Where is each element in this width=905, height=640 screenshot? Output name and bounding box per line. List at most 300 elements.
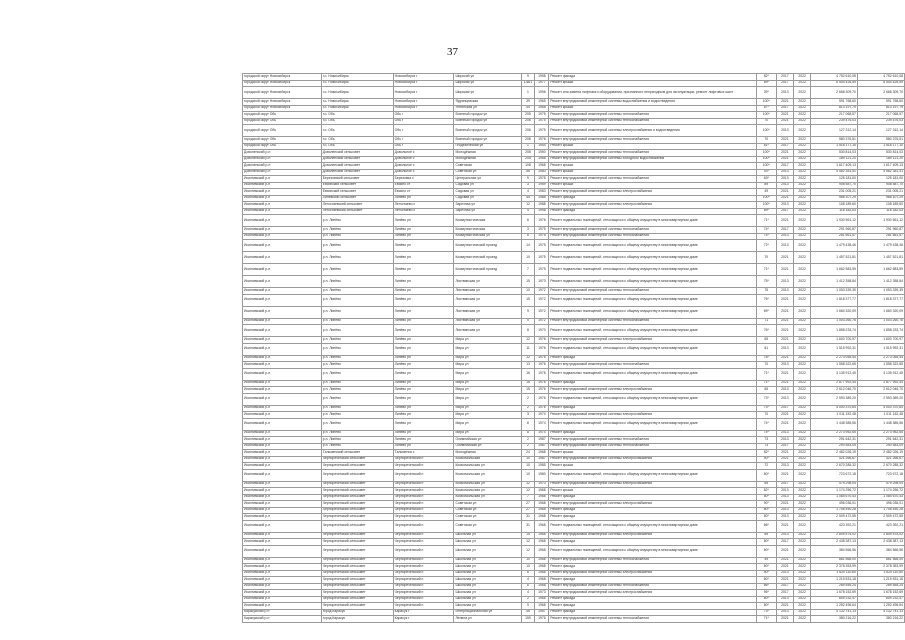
cell-municipality: Искитимский р-н [243,469,322,481]
cell-municipality: городской округ Новосибирск [243,105,322,112]
cell-plan-year-end: 2022 [794,169,811,176]
cell-locality: Евсино ст [393,189,454,196]
cell-plan-year-end: 2022 [794,112,811,119]
cell-locality: Обь г [393,125,454,137]
cell-wear-percent: 82* [756,488,776,495]
cell-house-number: 12 [521,481,535,488]
cell-plan-year-start: 2021 [776,137,794,144]
cell-cost-fund: 1 558 322,65 [857,362,904,369]
cell-locality: Чернореченский п [393,469,454,481]
cell-street: Школьная ул [454,532,521,539]
cell-plan-year-start: 2013 [776,240,794,252]
cell-cost-total: 127 312,14 [810,125,857,137]
cell-plan-year-end: 2022 [794,539,811,546]
cell-cost-total: 591 768,60 [810,99,857,106]
table-row [243,418,905,430]
cell-locality: Новосибирск г [393,99,454,106]
cell-locality: Обь г [393,118,454,125]
cell-house-number: 39 [521,99,535,106]
cell-locality: Линёво рп [393,288,454,295]
cell-cost-total: 2 273 055,44 [810,355,857,362]
cell-cost-fund: 108 189,60 [857,202,904,209]
cell-settlement: Чернореченский сельсовет [321,564,393,571]
cell-locality: Чернореченский п [393,570,454,577]
cell-cost-fund: 591 768,60 [857,99,904,106]
cell-wear-percent: 70 [756,362,776,369]
cell-cost-fund: 291 960,87 [857,227,904,234]
cell-street: Школьная ул [454,564,521,571]
cell-plan-year-start: 2021 [776,355,794,362]
cell-plan-year-start: 2013 [776,343,794,355]
cell-plan-year-end: 2022 [794,343,811,355]
table-row [243,252,905,264]
cell-house-number: 12 [521,488,535,495]
cell-build-year: 1978 [535,176,549,183]
cell-locality: Довольное с [393,169,454,176]
cell-settlement: Чернореченский сельсовет [321,577,393,584]
cell-build-year: 1968 [535,520,549,532]
cell-locality: Чернореченский п [393,488,454,495]
cell-house-number: 46 [521,609,535,616]
cell-house-number: 56 [521,169,535,176]
cell-locality: Линёво рп [393,215,454,227]
cell-locality: Обь г [393,112,454,119]
cell-cost-total: 1 084 670,43 [810,494,857,501]
cell-work-type: Ремонт внутридомовой инженерной системы электроснабжения [549,189,757,196]
cell-work-type: Ремонт фасада [549,195,757,202]
cell-locality: Линёво рп [393,368,454,380]
cell-municipality: Искитимский р-н [243,557,322,564]
cell-cost-fund: 1 457 521,81 [857,252,904,264]
cell-wear-percent: 73* [756,393,776,405]
cell-build-year: 1968 [535,603,549,610]
cell-build-year: 1987 [535,437,549,444]
cell-municipality: Искитимский р-н [243,545,322,557]
cell-street: Военный городок ул [454,112,521,119]
cell-build-year: 1968 [535,557,549,564]
cell-house-number: 27 [521,501,535,508]
cell-locality: Чернореченский п [393,507,454,514]
cell-municipality: Искитимский р-н [243,195,322,202]
cell-settlement: г.о. Обь [321,143,393,150]
cell-plan-year-start: 2021 [776,616,794,623]
cell-wear-percent: 89* [756,208,776,215]
cell-cost-fund: 908 587,70 [857,182,904,189]
cell-cost-fund: 1 515 992,31 [857,343,904,355]
cell-plan-year-end: 2022 [794,387,811,394]
cell-settlement: город Карасук [321,616,393,623]
cell-street: Школьная ул [454,570,521,577]
cell-municipality: Искитимский р-н [243,412,322,419]
cell-house-number: 159 [521,616,535,623]
cell-work-type: Ремонт крыши [549,105,757,112]
cell-cost-total: 108 189,60 [810,202,857,209]
cell-build-year: 1968 [535,488,549,495]
cell-wear-percent: 100* [756,195,776,202]
cell-street: Военный городок ул [454,137,521,144]
cell-municipality: Искитимский р-н [243,539,322,546]
cell-cost-fund: 423 392,21 [857,520,904,532]
cell-municipality: городской округ Новосибирск [243,80,322,87]
cell-settlement: Чернореченский сельсовет [321,570,393,577]
cell-settlement: Чернореченский сельсовет [321,545,393,557]
cell-work-type: Ремонт подвальных помещений, относящихся к общему имуществу в многоквартирном доме [549,368,757,380]
cell-house-number: 10 [521,469,535,481]
cell-plan-year-start: 2021 [776,564,794,571]
cell-settlement: р.п. Линёво [321,318,393,325]
cell-wear-percent: 74* [756,227,776,234]
cell-house-number: 12 [521,202,535,209]
cell-municipality: городской округ Обь [243,118,322,125]
cell-build-year: 1973 [535,590,549,597]
cell-municipality: Искитимский р-н [243,380,322,387]
cell-cost-fund: 580 376,51 [857,137,904,144]
cell-house-number: 7 [521,264,535,276]
cell-wear-percent: 65 [756,337,776,344]
cell-street: Коммунистическая [454,227,521,234]
cell-plan-year-start: 2013 [776,276,794,288]
cell-cost-total: 1 662 583,59 [810,264,857,276]
cell-cost-total: 1 930 561,12 [810,215,857,227]
cell-plan-year-end: 2022 [794,412,811,419]
cell-settlement: р.п. Линёво [321,306,393,318]
cell-settlement: Чернореченский сельсовет [321,583,393,590]
cell-work-type: Ремонт внутридомовой инженерной системы теплоснабжения [549,150,757,157]
cell-plan-year-start: 2021 [776,156,794,163]
cell-house-number: 15 [521,276,535,288]
cell-locality: Линёво рп [393,252,454,264]
cell-municipality: Искитимский р-н [243,393,322,405]
cell-house-number: 14 [521,240,535,252]
cell-build-year: 1978 [535,380,549,387]
cell-locality: Линёво рп [393,355,454,362]
cell-cost-fund: 1 930 561,12 [857,215,904,227]
cell-wear-percent: 73* [756,609,776,616]
cell-house-number: 12 [521,539,535,546]
cell-plan-year-end: 2022 [794,514,811,521]
cell-work-type: Ремонт подвальных помещений, относящихся к общему имуществу в многоквартирном доме [549,252,757,264]
cell-plan-year-start: 2013 [776,202,794,209]
cell-wear-percent: 90* [756,456,776,463]
cell-plan-year-start: 2021 [776,545,794,557]
cell-municipality: Искитимский р-н [243,583,322,590]
cell-wear-percent: 71* [756,380,776,387]
cell-cost-fund: 1 448 385,56 [857,418,904,430]
cell-house-number: 9 [521,74,535,81]
cell-locality: Чернореченский п [393,590,454,597]
cell-settlement: р.п. Линёво [321,430,393,437]
cell-cost-total: 1 600 700,97 [810,337,857,344]
cell-cost-total: 2 670 285,32 [810,463,857,470]
cell-plan-year-start: 2013 [776,532,794,539]
cell-cost-total: 2 273 952,65 [810,430,857,437]
cell-house-number: 9 [521,306,535,318]
cell-street: Листвянская ул [454,325,521,337]
cell-municipality: Искитимский р-н [243,215,322,227]
cell-work-type: Ремонт крыши [549,182,757,189]
cell-plan-year-end: 2022 [794,603,811,610]
cell-plan-year-end: 2022 [794,87,811,99]
cell-settlement: Доволенский сельсовет [321,169,393,176]
cell-wear-percent: 69* [756,306,776,318]
cell-cost-total: 2 877 992,44 [810,380,857,387]
cell-locality: Чернореченский п [393,557,454,564]
cell-work-type: Ремонт внутридомовой инженерной системы теплоснабжения [549,443,757,450]
cell-build-year: 1976 [535,405,549,412]
cell-cost-fund: 217 068,57 [857,112,904,119]
cell-plan-year-end: 2022 [794,233,811,240]
cell-locality: Линёво рп [393,380,454,387]
cell-municipality: Искитимский р-н [243,288,322,295]
cell-cost-fund: 2 438 387,13 [857,539,904,546]
cell-cost-total: 1 252 496,64 [810,603,857,610]
cell-street: Советская ул [454,501,521,508]
cell-wear-percent: 71* [756,264,776,276]
cell-plan-year-end: 2022 [794,456,811,463]
cell-house-number: 12 [521,337,535,344]
cell-build-year: 1990 [535,150,549,157]
cell-build-year: 1987 [535,443,549,450]
cell-build-year: 1998 [535,208,549,215]
cell-wear-percent: 80* [756,469,776,481]
cell-settlement: р.п. Линёво [321,240,393,252]
cell-wear-percent: 49 [756,189,776,196]
cell-municipality: Искитимский р-н [243,450,322,457]
cell-build-year: 1974 [535,430,549,437]
cell-locality: Линёво рп [393,294,454,306]
cell-work-type: Ремонт внутридомовой инженерной системы теплоснабжения [549,616,757,623]
cell-house-number: 31 [521,514,535,521]
cell-plan-year-start: 2013 [776,430,794,437]
cell-plan-year-start: 2021 [776,306,794,318]
cell-build-year: 1973 [535,276,549,288]
cell-plan-year-end: 2022 [794,430,811,437]
cell-settlement: г.о. Обь [321,137,393,144]
cell-locality: Чернореченский п [393,514,454,521]
cell-locality: Линёво рп [393,306,454,318]
cell-plan-year-end: 2022 [794,137,811,144]
cell-cost-total: 661 566,00 [810,557,857,564]
cell-plan-year-end: 2022 [794,156,811,163]
cell-house-number: 10 [521,456,535,463]
cell-settlement: г.о. Новосибирск [321,99,393,106]
cell-plan-year-start: 2013 [776,393,794,405]
cell-cost-total: 1 053 339,39 [810,288,857,295]
cell-work-type: Ремонт подвальных помещений, относящихся к общему имуществу в многоквартирном доме [549,469,757,481]
cell-house-number: 1 [521,143,535,150]
cell-cost-fund: 1 620 110,60 [857,570,904,577]
cell-locality: Карасук г [393,609,454,616]
cell-municipality: Искитимский р-н [243,507,322,514]
cell-work-type: Ремонт внутридомовой инженерной системы электроснабжения [549,202,757,209]
cell-build-year: 1959 [535,182,549,189]
cell-plan-year-end: 2022 [794,294,811,306]
cell-municipality: Искитимский р-н [243,325,322,337]
cell-build-year: 1976 [535,387,549,394]
cell-plan-year-end: 2022 [794,99,811,106]
cell-settlement: Легостаевский сельсовет [321,208,393,215]
cell-plan-year-end: 2022 [794,182,811,189]
cell-municipality: Искитимский р-н [243,430,322,437]
cell-house-number: 205 [521,112,535,119]
cell-cost-fund: 1 818 377,77 [857,294,904,306]
cell-locality: Линёво рп [393,276,454,288]
cell-wear-percent: 78* [756,355,776,362]
cell-cost-fund: 1 412 358,84 [857,276,904,288]
cell-wear-percent: 73 [756,443,776,450]
cell-wear-percent: 70 [756,252,776,264]
cell-locality: Линёво рп [393,418,454,430]
cell-wear-percent: 80* [756,494,776,501]
cell-wear-percent: 73 [756,437,776,444]
cell-street: Мира ул [454,380,521,387]
cell-plan-year-end: 2022 [794,577,811,584]
cell-street: Школьная ул [454,545,521,557]
cell-plan-year-end: 2022 [794,318,811,325]
cell-wear-percent: 72* [756,240,776,252]
cell-house-number: 2 [521,393,535,405]
cell-plan-year-start: 2021 [776,412,794,419]
cell-house-number: 9 [521,603,535,610]
cell-street: Мира ул [454,368,521,380]
cell-locality: Новосибирск г [393,87,454,99]
cell-locality: Линёво рп [393,405,454,412]
cell-municipality: городской округ Обь [243,125,322,137]
cell-work-type: Ремонт крыши [549,143,757,150]
cell-plan-year-start: 2021 [776,215,794,227]
cell-wear-percent: 76* [756,325,776,337]
cell-wear-percent: 96* [756,590,776,597]
cell-street: Заречная ул [454,202,521,209]
cell-settlement: р.п. Линёво [321,368,393,380]
cell-settlement: р.п. Линёво [321,380,393,387]
cell-wear-percent: 89* [756,80,776,87]
cell-wear-percent: 74* [756,418,776,430]
cell-street: Мира ул [454,355,521,362]
cell-work-type: Ремонт внутридомовой инженерной системы холодного водоснабжения [549,156,757,163]
cell-municipality: Искитимский р-н [243,318,322,325]
cell-build-year: 1976 [535,343,549,355]
cell-work-type: Ремонт крыши [549,80,757,87]
cell-cost-total: 479 298,04 [810,481,857,488]
cell-plan-year-end: 2022 [794,393,811,405]
cell-plan-year-start: 2013 [776,387,794,394]
cell-cost-fund: 291 642,31 [857,437,904,444]
cell-municipality: Искитимский р-н [243,362,322,369]
cell-street: Комсомольская ул [454,469,521,481]
cell-settlement: Чернореченский сельсовет [321,596,393,603]
cell-wear-percent: 71* [756,215,776,227]
cell-house-number: 2 [521,405,535,412]
cell-build-year: 1975 [535,112,549,119]
cell-build-year: 1972 [535,318,549,325]
cell-plan-year-end: 2022 [794,590,811,597]
cell-cost-fund: 384 566,56 [857,545,904,557]
cell-locality: Линёво рп [393,337,454,344]
cell-settlement: Чернореченский сельсовет [321,514,393,521]
cell-locality: Легостаево с [393,202,454,209]
cell-street: Советская [454,163,521,170]
cell-municipality: Искитимский р-н [243,481,322,488]
cell-house-number: 4 [521,590,535,597]
cell-build-year: 1996 [535,87,549,99]
cell-plan-year-end: 2022 [794,520,811,532]
cell-wear-percent: 90* [756,570,776,577]
cell-wear-percent: 81 [756,343,776,355]
cell-street: Школьная ул [454,603,521,610]
cell-settlement: г.о. Новосибирск [321,74,393,81]
cell-municipality: Искитимский р-н [243,437,322,444]
cell-street: Мира ул [454,412,521,419]
cell-build-year: 1977 [535,80,549,87]
cell-house-number: 8 [521,325,535,337]
cell-locality: Линёво рп [393,240,454,252]
cell-locality: Линёво рп [393,227,454,234]
cell-locality: Чернореченский п [393,481,454,488]
cell-street: Листвянская ул [454,276,521,288]
cell-plan-year-start: 2013 [776,125,794,137]
cell-municipality: Доволенский р-н [243,150,322,157]
cell-plan-year-end: 2022 [794,325,811,337]
cell-plan-year-start: 2021 [776,337,794,344]
cell-cost-total: 968 107,29 [810,195,857,202]
cell-work-type: Ремонт внутридомовой инженерной системы электроснабжения [549,456,757,463]
cell-wear-percent: 80* [756,564,776,571]
table-row [243,616,905,623]
cell-settlement: р.п. Линёво [321,418,393,430]
cell-locality: Чернореченский п [393,456,454,463]
cell-build-year: 1975 [535,125,549,137]
cell-build-year: 1968 [535,163,549,170]
cell-settlement: Чернореченский сельсовет [321,520,393,532]
cell-locality: Линёво рп [393,387,454,394]
cell-street: Комсомольская ул [454,463,521,470]
cell-street: Коммунистическая [454,215,521,227]
cell-work-type: Ремонт фасада [549,539,757,546]
cell-settlement: Чернореченский сельсовет [321,539,393,546]
cell-plan-year-start: 2013 [776,87,794,99]
cell-cost-total: 125 181,00 [810,176,857,183]
cell-plan-year-end: 2022 [794,176,811,183]
cell-house-number: 206 [521,125,535,137]
cell-municipality: Искитимский р-н [243,176,322,183]
cell-house-number: 205 [521,156,535,163]
cell-cost-fund: 1 219 531,18 [857,577,904,584]
cell-house-number: 15 [521,387,535,394]
cell-street: Советская ул [454,507,521,514]
cell-street: Комсомольская ул [454,481,521,488]
cell-cost-fund: 2 273 055,44 [857,355,904,362]
cell-cost-total: 291 642,31 [810,437,857,444]
cell-locality: Чернореченский п [393,577,454,584]
cell-build-year: 1968 [535,564,549,571]
cell-settlement: Чернореченский сельсовет [321,469,393,481]
cell-plan-year-start: 2013 [776,463,794,470]
cell-locality: Новосибирск г [393,74,454,81]
cell-work-type: Ремонт внутридомовой инженерной системы теплоснабжения [549,362,757,369]
cell-locality: Тальменка с [393,450,454,457]
cell-build-year: 1975 [535,227,549,234]
cell-cost-total: 4 000 370,64 [810,405,857,412]
cell-settlement: г.о. Новосибирск [321,105,393,112]
cell-work-type: Ремонт внутридомовой инженерной системы электроснабжения [549,337,757,344]
cell-wear-percent: 80* [756,539,776,546]
cell-house-number: 10 [521,463,535,470]
cell-cost-total: 2 509 472,55 [810,514,857,521]
cell-work-type: Ремонт фасада [549,430,757,437]
cell-municipality: Карасукский р-н [243,616,322,623]
cell-plan-year-start: 2021 [776,603,794,610]
